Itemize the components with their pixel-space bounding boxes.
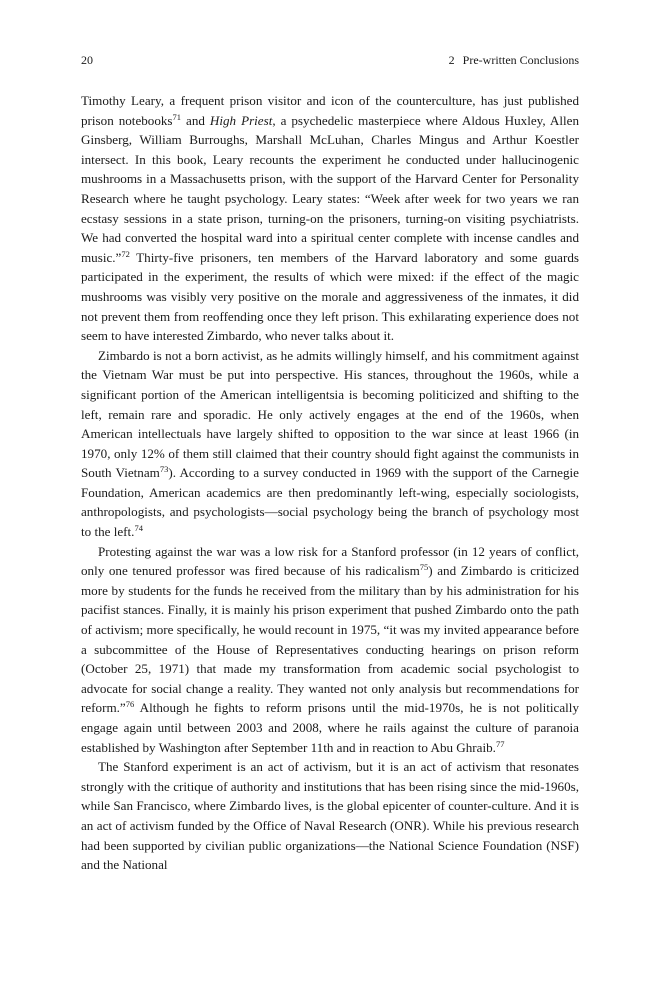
page-number: 20 bbox=[81, 53, 93, 67]
paragraph-text: Although he fights to reform prisons until the mid-1970s, he is not politically engage again until between 2003 and 2008, where he rails against the culture of paranoia established by Washington after September 11th and in reaction to Abu Ghraib. bbox=[81, 700, 579, 755]
paragraph-text: , a psychedelic masterpiece where Aldous Huxley, Allen Ginsberg, William Burroughs, Marshall McLuhan, Charles Mingus and Arthur Koestler intersect. In this book, Leary recounts the experiment he conducted under hallucinogenic mushrooms in a Massachusetts prison, with the support of the Harvard Center for Personality Research where he taught psychology. Leary states: “Week after week for two years we ran ecstasy sessions in a state prison, turning-on the prisoners, turning-on visiting psychiatrists. We had converted the hospital ward into a spiritual center complete with incense candles and music.” bbox=[81, 112, 579, 265]
paragraph-text: Thirty-five prisoners, ten members of the Harvard laboratory and some guards participated in the experiment, the results of which were mixed: if the effect of the magic mushrooms was visibly very positive on the morale and aggressiveness of the inmates, it did not prevent them from reoffending once they left prison. This exhilarating experience does not seem to have interested Zimbardo, who never talks about it. bbox=[81, 249, 579, 344]
paragraph-4 bbox=[81, 757, 579, 875]
paragraph-text: Protesting against the war was a low risk for a Stanford professor (in 12 years of conflict, only one tenured professor was fired because of his radicalism bbox=[81, 543, 579, 579]
paragraph-1 bbox=[81, 91, 579, 346]
paragraph-text: Zimbardo is not a born activist, as he admits willingly himself, and his commitment against the Vietnam War must be put into perspective. His stances, throughout the 1960s, while a significant portion of the American intelligentsia is becoming politicized and shifting to the left, remain rare and sporadic. He only actively engages at the end of the 1960s, when American intellectuals have largely shifted to opposition to the war since at least 1966 (in 1970, only 12% of them still claimed that their country should fight against the communists in South Vietnam bbox=[81, 347, 579, 481]
book-title-high-priest: High Priest bbox=[209, 112, 273, 128]
paragraph-text: ) and Zimbardo is criticized more by students for the funds he received from the military than by his administration for his pacifist stances. Finally, it is mainly his prison experiment that pushed Zimbardo onto the path of activism; more specifically, he would recount in 1975, “it was my invited appearance before a subcommittee of the House of Representatives conducting hearings on prison reform (October 25, 1971) that made my transformation from academic social psychologist to advocate for social change a reality. They wanted not only analysis but recommendations for reform.” bbox=[81, 563, 580, 716]
book-page bbox=[81, 0, 579, 1000]
footnote-ref-74[interactable]: 74 bbox=[134, 523, 143, 534]
chapter-number: 2 bbox=[448, 53, 455, 67]
footnote-ref-73[interactable]: 73 bbox=[159, 464, 169, 475]
running-header bbox=[81, 52, 579, 68]
chapter-title: Pre-written Conclusions bbox=[462, 53, 579, 67]
paragraph-2 bbox=[81, 346, 579, 542]
body-text bbox=[81, 91, 579, 875]
footnote-ref-75[interactable]: 75 bbox=[419, 562, 429, 573]
footnote-ref-77[interactable]: 77 bbox=[495, 738, 505, 749]
paragraph-text: The Stanford experiment is an act of activism, but it is an act of activism that resonates strongly with the critique of authority and institutions that has been rising since the mid-1960s, while San Francisco, where Zimbardo lives, is the global epicenter of counter-culture. And it is an act of activism funded by the Office of Naval Research (ONR). While his previous research had been supported by civilian public organizations—the National Science Foundation (NSF) and the National bbox=[81, 759, 579, 873]
footnote-ref-71[interactable]: 71 bbox=[172, 111, 182, 122]
paragraph-3 bbox=[81, 542, 579, 758]
paragraph-text: ). According to a survey conducted in 1969 with the support of the Carnegie Foundation, American academics are then predominantly left-wing, especially sociologists, anthropologists, and psychologists—social psychology being the branch of psychology most to the left. bbox=[81, 465, 579, 540]
chapter-heading bbox=[449, 52, 579, 68]
paragraph-text: and bbox=[181, 112, 210, 128]
paragraph-text: Timothy Leary, a frequent prison visitor and icon of the counterculture, has just published prison notebooks bbox=[81, 93, 579, 128]
footnote-ref-76[interactable]: 76 bbox=[125, 699, 135, 710]
footnote-ref-72[interactable]: 72 bbox=[121, 248, 130, 259]
